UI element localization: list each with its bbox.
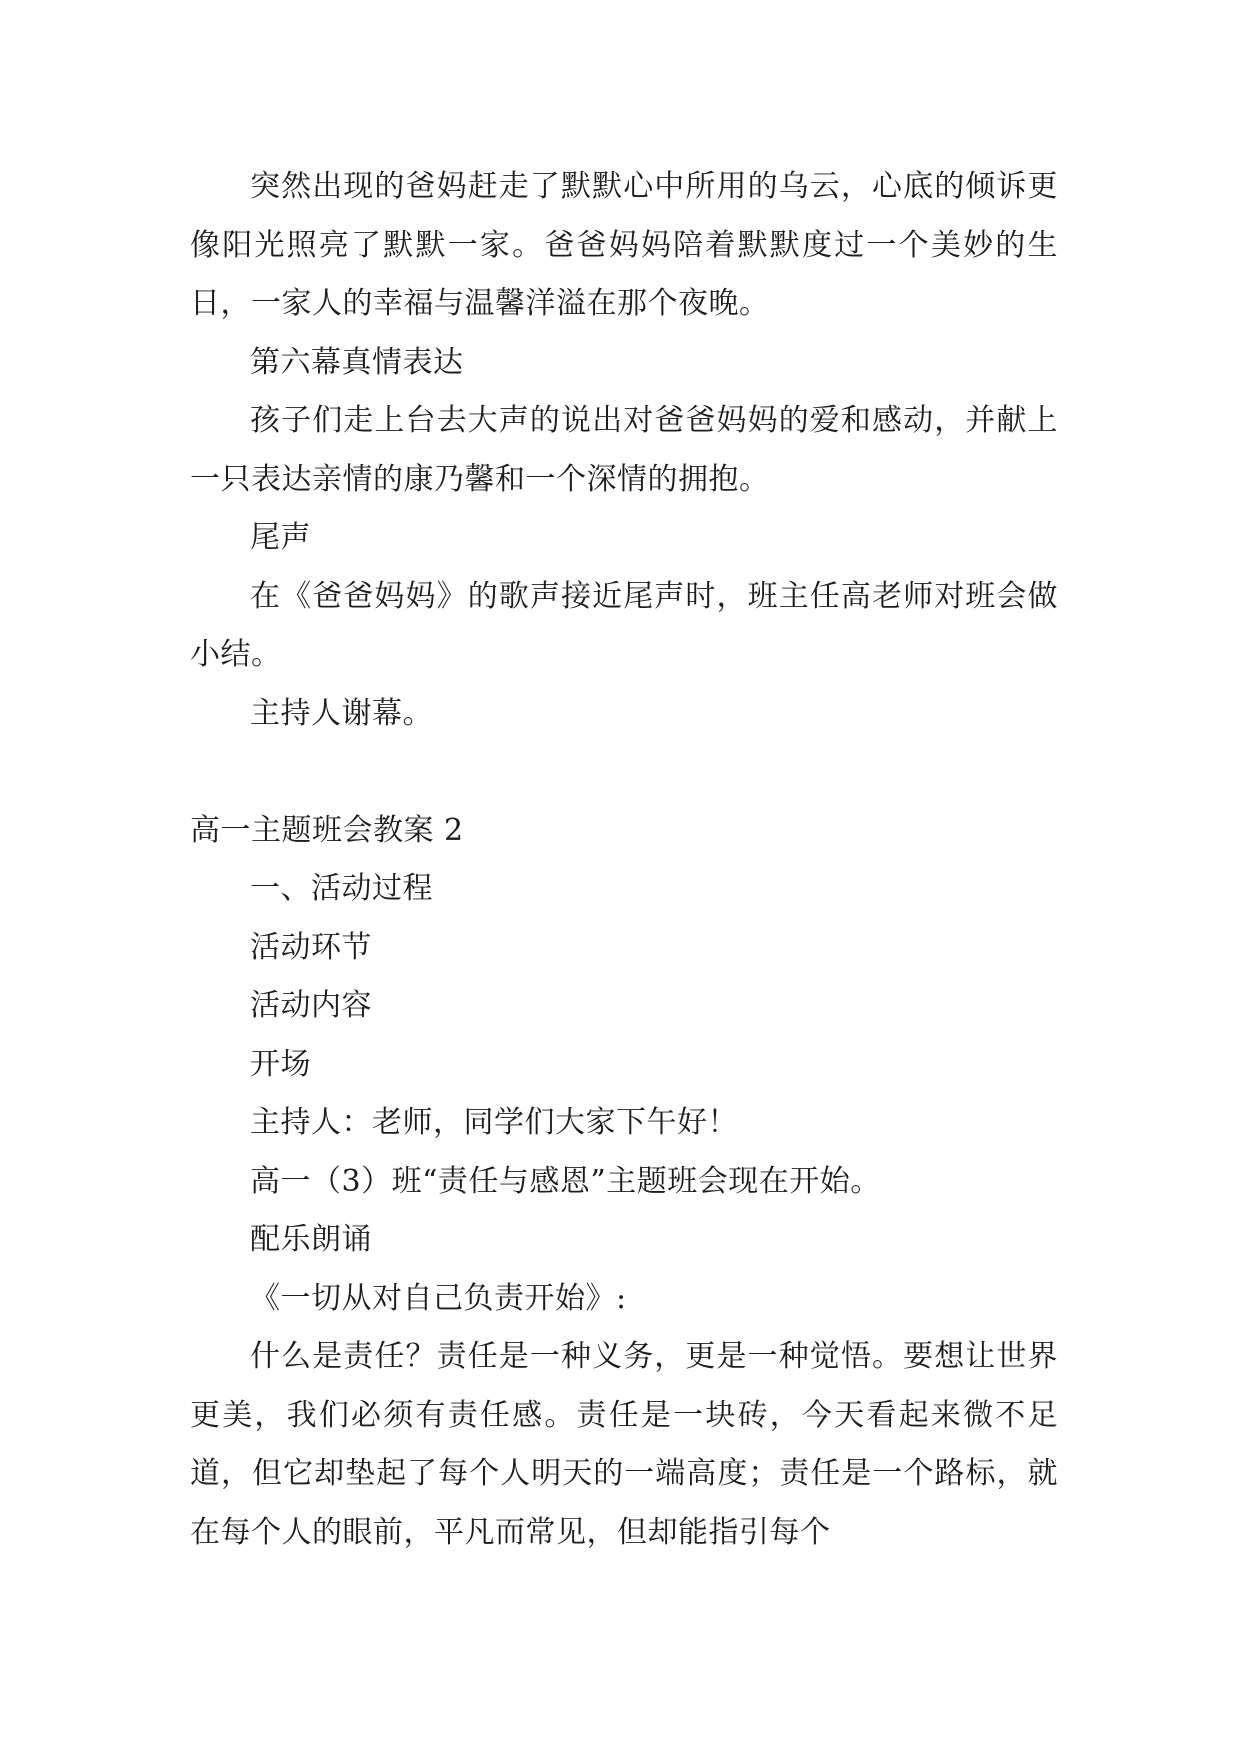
recitation-title: 《一切从对自己负责开始》: bbox=[250, 1280, 627, 1316]
paragraph-children-express: 孩子们走上台去大声的说出对爸爸妈妈的爱和感动，并献上一只表达亲情的康乃馨和一个深情的拥抱。 bbox=[190, 403, 1058, 497]
heading-activity-process: 一、活动过程 bbox=[250, 871, 433, 906]
paragraph-teacher-summary: 在《爸爸妈妈》的歌声接近尾声时，班主任高老师对班会做小结。 bbox=[190, 578, 1058, 672]
label-activity-stage: 活动环节 bbox=[250, 929, 372, 965]
label-recitation: 配乐朗诵 bbox=[250, 1222, 372, 1257]
label-opening: 开场 bbox=[250, 1046, 311, 1082]
section-title: 高一主题班会教案 2 bbox=[190, 812, 464, 848]
paragraph-host-closing: 主持人谢幕。 bbox=[250, 695, 433, 731]
heading-epilogue: 尾声 bbox=[250, 520, 311, 555]
document-body bbox=[190, 158, 1058, 1562]
heading-act-six: 第六幕真情表达 bbox=[250, 344, 464, 380]
paragraph-birthday: 突然出现的爸妈赶走了默默心中所用的乌云，心底的倾诉更像阳光照亮了默默一家。爸爸妈妈陪着默默度过一个美妙的生日，一家人的幸福与温馨洋溢在那个夜晚。 bbox=[190, 169, 1058, 321]
paragraph-host-greeting: 主持人：老师，同学们大家下午好！ bbox=[250, 1105, 738, 1140]
paragraph-meeting-start: 高一（3）班“责任与感恩”主题班会现在开始。 bbox=[250, 1163, 881, 1199]
paragraph-responsibility: 什么是责任？责任是一种义务，更是一种觉悟。要想让世界更美，我们必须有责任感。责任是一块砖，今天看起来微不足道，但它却垫起了每个人明天的一端高度；责任是一个路标，就在每个人的眼前，平凡而常见，但却能指引每个 bbox=[190, 1339, 1058, 1550]
label-activity-content: 活动内容 bbox=[250, 988, 372, 1023]
